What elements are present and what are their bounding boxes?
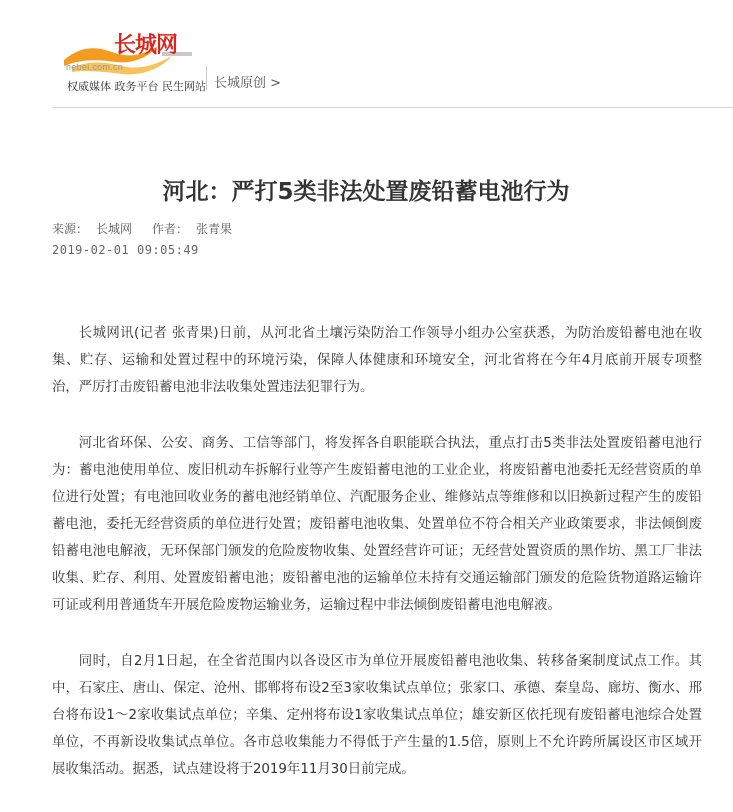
logo-text: 长城网 [114,33,178,58]
logo-slogan: 权威媒体 政务平台 民生网站 [67,80,206,93]
article-body [52,320,702,812]
header-divider [206,66,207,90]
source-label: 来源： [52,222,89,236]
header-rule [52,107,733,108]
author-name: 张青果 [196,222,233,236]
article-meta [52,220,240,237]
site-logo[interactable] [62,16,212,96]
article-title: 河北：严打5类非法处置废铅蓄电池行为 [162,179,570,206]
author-label: 作者： [152,222,189,236]
site-header [0,0,733,107]
source-name: 长城网 [96,222,133,236]
breadcrumb[interactable]: 长城原创 > [214,76,282,91]
publish-time: 2019-02-01 09:05:49 [52,243,199,257]
paragraph: 长城网讯(记者 张青果)日前，从河北省土壤污染防治工作领导小组办公室获悉，为防治废铅蓄电池在收集、贮存、运输和处置过程中的环境污染，保障人体健康和环境安全，河北省将在今年4月底前开展专项整治，严厉打击废铅蓄电池非法收集处置违法犯罪行为。 [52,326,702,395]
paragraph: 同时，自2月1日起，在全省范围内以各设区市为单位开展废铅蓄电池收集、转移备案制度试点工作。其中，石家庄、唐山、保定、沧州、邯郸将布设2至3家收集试点单位；张家口、承德、秦皇岛、廊坊、衡水、邢台将布设1～2家收集试点单位；辛集、定州将布设1家收集试点单位；雄安新区依托现有废铅蓄电池综合处置单位，不再新设收集试点单位。各市总收集能力不得低于产生量的1.5倍，原则上不允许跨所属设区市区域开展收集活动。据悉，试点建设将于2019年11月30日前完成。 [52,654,702,777]
paragraph: 河北省环保、公安、商务、工信等部门，将发挥各自职能联合执法，重点打击5类非法处置废铅蓄电池行为：蓄电池使用单位、废旧机动车拆解行业等产生废铅蓄电池的工业企业，将废铅蓄电池委托无经营资质的单位进行处置；有电池回收业务的蓄电池经销单位、汽配服务企业、维修站点等维修和以旧换新过程产生的废铅蓄电池，委托无经营资质的单位进行处置；废铅蓄电池收集、处置单位不符合相关产业政策要求，非法倾倒废铅蓄电池电解液，无环保部门颁发的危险废物收集、处置经营许可证；无经营处置资质的黑作坊、黑工厂非法收集、贮存、利用、处置废铅蓄电池；废铅蓄电池的运输单位未持有交通运输部门颁发的危险货物道路运输许可证或利用普通货车开展危险废物运输业务，运输过程中非法倾倒废铅蓄电池电解液。 [52,436,702,613]
logo-domain: hebei.com.cn [66,62,124,72]
